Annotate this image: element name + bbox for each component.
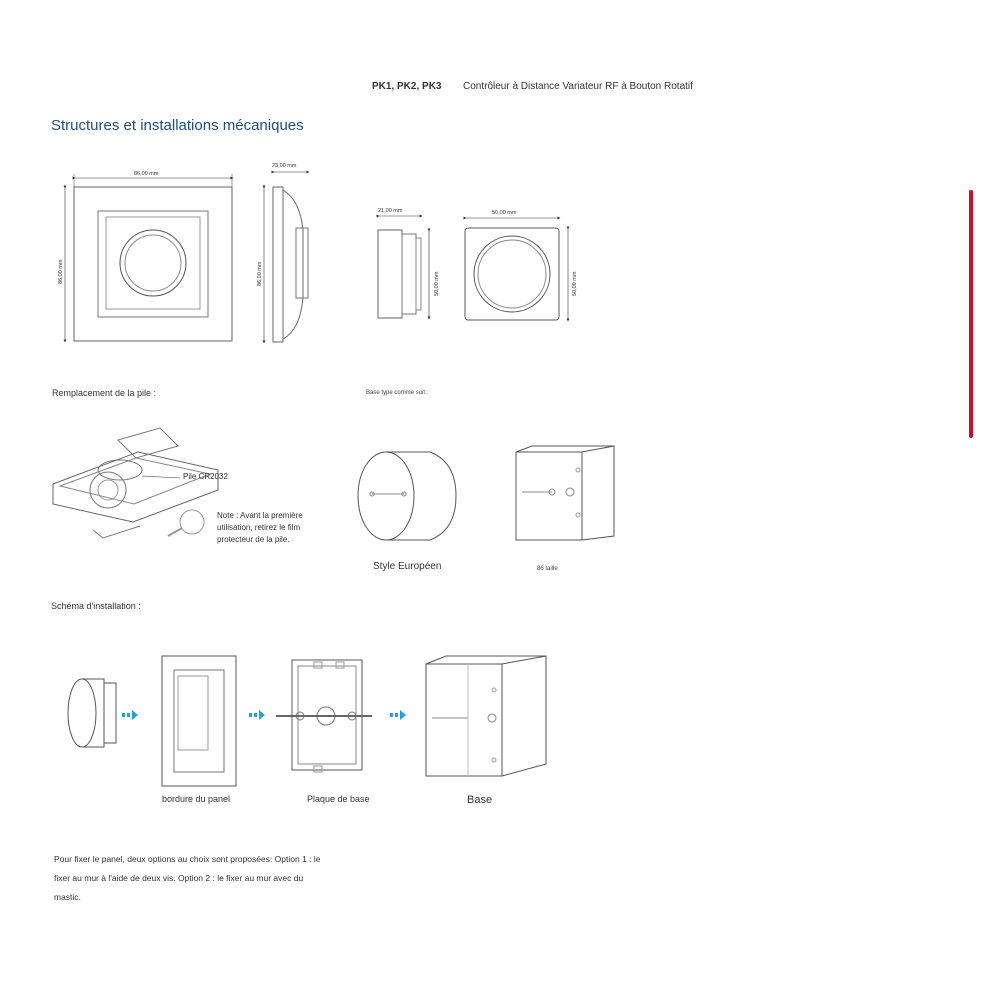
dim-module-height: 50,00 mm <box>434 271 440 296</box>
base-types-label: Base type comme suit : <box>366 390 429 396</box>
section-title: Structures et installations mécaniques <box>51 117 304 134</box>
battery-section-label: Remplacement de la pile : <box>52 388 157 398</box>
arrow-2 <box>249 710 265 720</box>
base-box-drawing <box>426 656 546 776</box>
base-plate-label: Plaque de base <box>307 794 370 804</box>
knob-module-drawing <box>68 679 116 747</box>
european-style-label: Style Européen <box>373 561 442 572</box>
box-86-drawing <box>516 446 614 540</box>
arrow-3 <box>390 710 406 720</box>
dim-module-width: 50,00 mm <box>492 210 517 216</box>
panel-border-label: bordure du panel <box>162 794 231 804</box>
dim-side-height: 86,00 mm <box>257 261 263 286</box>
size-86-label: 86 taille <box>537 566 558 572</box>
panel-border-drawing <box>162 656 236 786</box>
dim-front-width: 86,00 mm <box>134 171 159 177</box>
dim-front-height: 86,00 mm <box>58 259 64 284</box>
base-label: Base <box>467 794 493 806</box>
battery-drawing <box>53 428 218 538</box>
module-side-drawing <box>378 216 429 318</box>
front-view-drawing <box>65 174 232 341</box>
header-models: PK1, PK2, PK3 <box>372 81 442 92</box>
arrow-1 <box>122 710 138 720</box>
module-front-drawing <box>465 218 568 320</box>
base-plate-drawing <box>276 660 372 772</box>
dim-module-front-height: 50,00 mm <box>572 271 578 296</box>
dim-module-depth: 21,00 mm <box>378 208 403 214</box>
fixing-instructions: Pour fixer le panel, deux options au choix sont proposées: Option 1 : le fixer au mur à l'aide de deux vis. Option 2 : le fixer au mur avec du mastic. <box>54 854 321 902</box>
battery-name-label: Pile CR2032 <box>183 472 228 481</box>
dim-side-depth: 23,00 mm <box>272 163 297 169</box>
battery-note: Note : Avant la première utilisation, retirez le film protecteur de la pile. <box>217 511 303 544</box>
header-title: Contrôleur à Distance Variateur RF à Bouton Rotatif <box>463 81 693 92</box>
installation-section-label: Schéma d'installation : <box>51 601 141 611</box>
european-base-drawing <box>358 452 456 540</box>
side-view-drawing <box>264 172 308 342</box>
